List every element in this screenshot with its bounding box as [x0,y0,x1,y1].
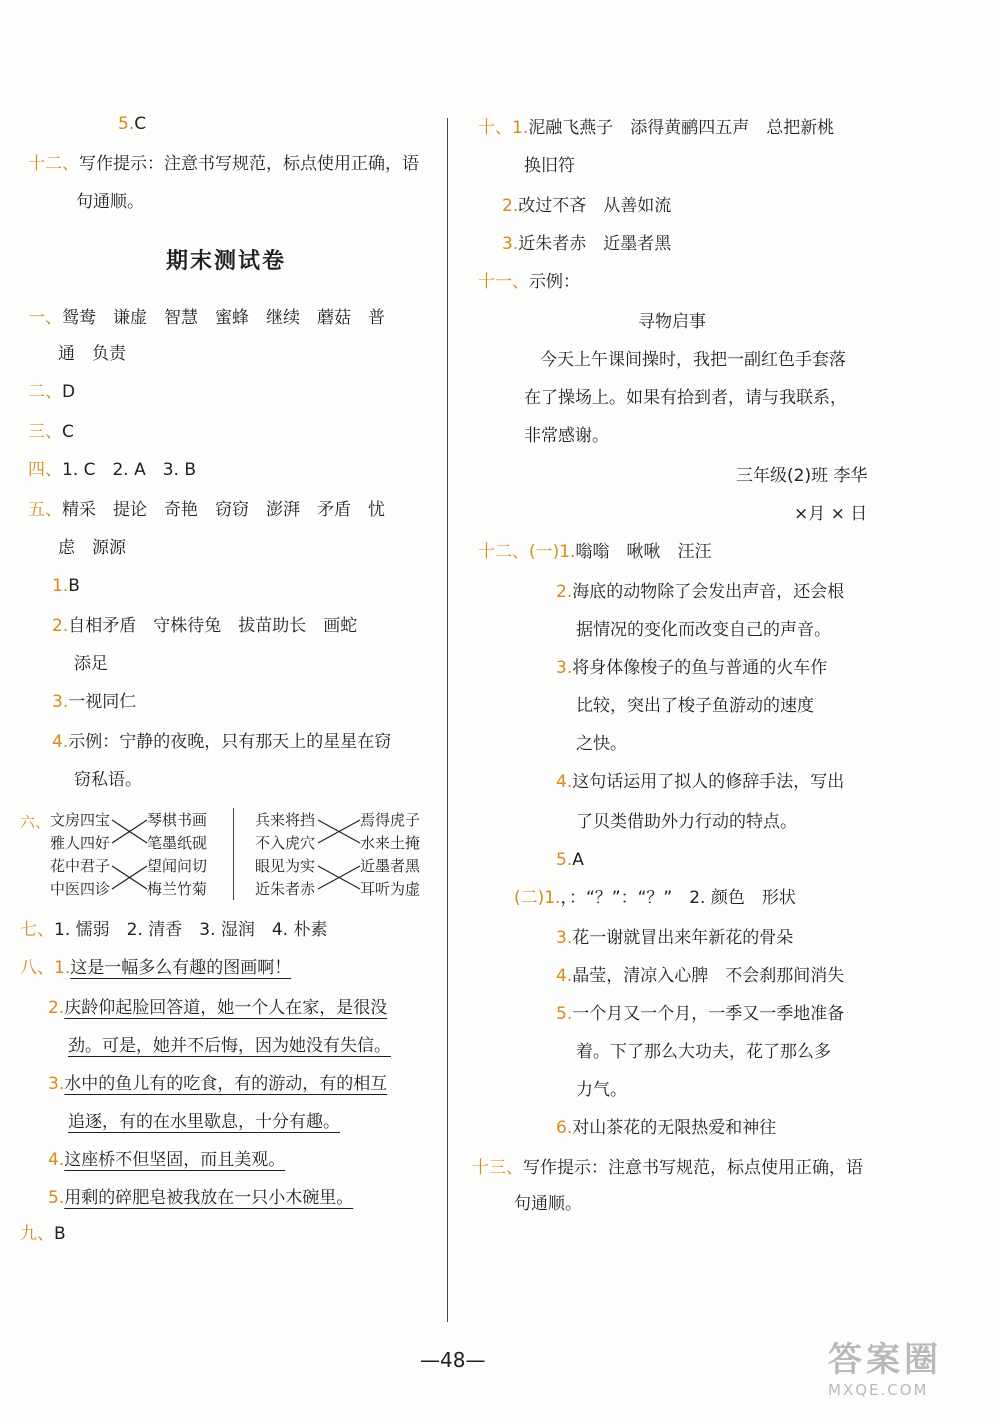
answer-line: 2.改过不吝 从善如流 [502,196,672,216]
answer-line: (二)1.，：“？”：“？” 2. 颜色 形状 [514,888,796,908]
answer-line: 力气。 [576,1080,627,1100]
answer-line: 4.晶莹，清凉入心脾 不会刹那间消失 [556,966,845,986]
answer-line: 一、鸳鸯 谦虚 智慧 蜜蜂 继续 蘑菇 普 [28,308,385,328]
answer-line: 了贝类借助外力行动的特点。 [576,812,797,832]
answer-line: 4.示例：宁静的夜晚，只有那天上的星星在窃 [52,732,392,752]
notice-text: 非常感谢。 [524,426,609,446]
match-item: 文房四宝 [50,811,111,829]
answer-line: 窃私语。 [74,770,142,790]
answer-line: 比较，突出了梭子鱼游动的速度 [576,696,814,716]
match-item: 望闻问切 [147,857,208,875]
match-item: 兵来将挡 [255,811,316,829]
match-item: 中医四诊 [50,880,111,898]
answer-line: 九、B [20,1224,66,1244]
page-number: —48— [420,1348,486,1372]
answer-line: 换旧符 [524,156,575,176]
match-item: 笔墨纸砚 [147,834,208,852]
answer-line: 七、1. 懦弱 2. 清香 3. 湿润 4. 朴素 [20,920,328,940]
match-item: 梅兰竹菊 [147,880,208,898]
match-item: 不入虎穴 [255,834,316,852]
section-title: 期末测试卷 [166,249,287,274]
column-divider [447,118,448,1322]
answer-line: 据情况的变化而改变自己的声音。 [576,620,831,640]
notice-text: 今天上午课间操时，我把一副红色手套落 [540,350,846,370]
answer-line: 劲。可是，她并不后悔，因为她没有失信。 [68,1036,391,1056]
answer-line: 2.庆龄仰起脸回答道，她一个人在家，是很没 [48,998,388,1018]
answer-line: 虑 源源 [58,538,126,558]
answer-line: 十二、写作提示：注意书写规范，标点使用正确，语 [28,154,419,174]
answer-line: 之快。 [576,734,627,754]
answer-line: 十三、写作提示：注意书写规范，标点使用正确，语 [472,1158,863,1178]
answer-line: 2.海底的动物除了会发出声音，还会根 [556,582,845,602]
match-item: 眼见为实 [255,857,316,875]
answer-line: 添足 [74,654,108,674]
answer-line: 通 负责 [58,344,126,364]
answer-line: 五、精采 提论 奇艳 窃窃 澎湃 矛盾 忧 [28,500,385,520]
match-item: 耳听为虚 [360,880,421,898]
answer-line: 5.A [556,850,584,870]
answer-line: 6.对山茶花的无限热爱和神往 [556,1118,777,1138]
match-item: 近朱者赤 [255,880,316,898]
answer-line: 3.近朱者赤 近墨者黑 [502,234,672,254]
question-number: 六、 [20,813,51,831]
answer-line: 句通顺。 [76,192,144,212]
match-item: 焉得虎子 [360,811,421,829]
answer-line: 十、1.泥融飞燕子 添得黄鹂四五声 总把新桃 [478,118,835,138]
notice-title: 寻物启事 [638,312,706,332]
answer-line: 三、C [28,422,74,442]
match-item: 琴棋书画 [147,811,208,829]
match-item: 近墨者黑 [360,857,421,875]
answer-line: 四、1. C 2. A 3. B [28,460,197,480]
answer-line: 追逐，有的在水里歇息，十分有趣。 [68,1112,340,1132]
match-item: 水来土掩 [360,834,421,852]
answer-line: 5.C [118,114,147,134]
answer-line: 5.用剩的碎肥皂被我放在一只小木碗里。 [48,1188,354,1208]
watermark-logo [828,1332,988,1412]
answer-line: 十一、示例： [478,272,580,292]
watermark-text: 答案圈 [828,1340,942,1380]
answer-line: 5.一个月又一个月，一季又一季地准备 [556,1004,845,1024]
answer-line: 着。下了那么大功夫，花了那么多 [576,1042,831,1062]
answer-line: 3.一视同仁 [52,692,137,712]
match-item: 花中君子 [50,857,111,875]
match-item: 雅人四好 [50,834,111,852]
answer-line: 2.自相矛盾 守株待兔 拔苗助长 画蛇 [52,616,358,636]
answer-line: 二、D [28,382,76,402]
watermark-url: MXQE.COM [828,1381,929,1399]
answer-line: 句通顺。 [514,1194,582,1214]
answer-line: 4.这句话运用了拟人的修辞手法，写出 [556,772,845,792]
answer-line: 3.花一谢就冒出来年新花的骨朵 [556,928,794,948]
answer-line: 十二、(一)1.嗡嗡 啾啾 汪汪 [478,542,712,562]
notice-signature: 三年级(2)班 李华 [736,466,868,486]
answer-line: 4.这座桥不但坚固，而且美观。 [48,1150,286,1170]
notice-text: 在了操场上。如果有拾到者，请与我联系， [524,388,847,408]
answer-line: 1.B [52,576,80,596]
notice-date: ×月 × 日 [794,504,868,524]
answer-line: 八、1.这是一幅多么有趣的图画啊！ [20,958,292,978]
answer-line: 3.将身体像梭子的鱼与普通的火车作 [556,658,828,678]
answer-line: 3.水中的鱼儿有的吃食，有的游动，有的相互 [48,1074,388,1094]
